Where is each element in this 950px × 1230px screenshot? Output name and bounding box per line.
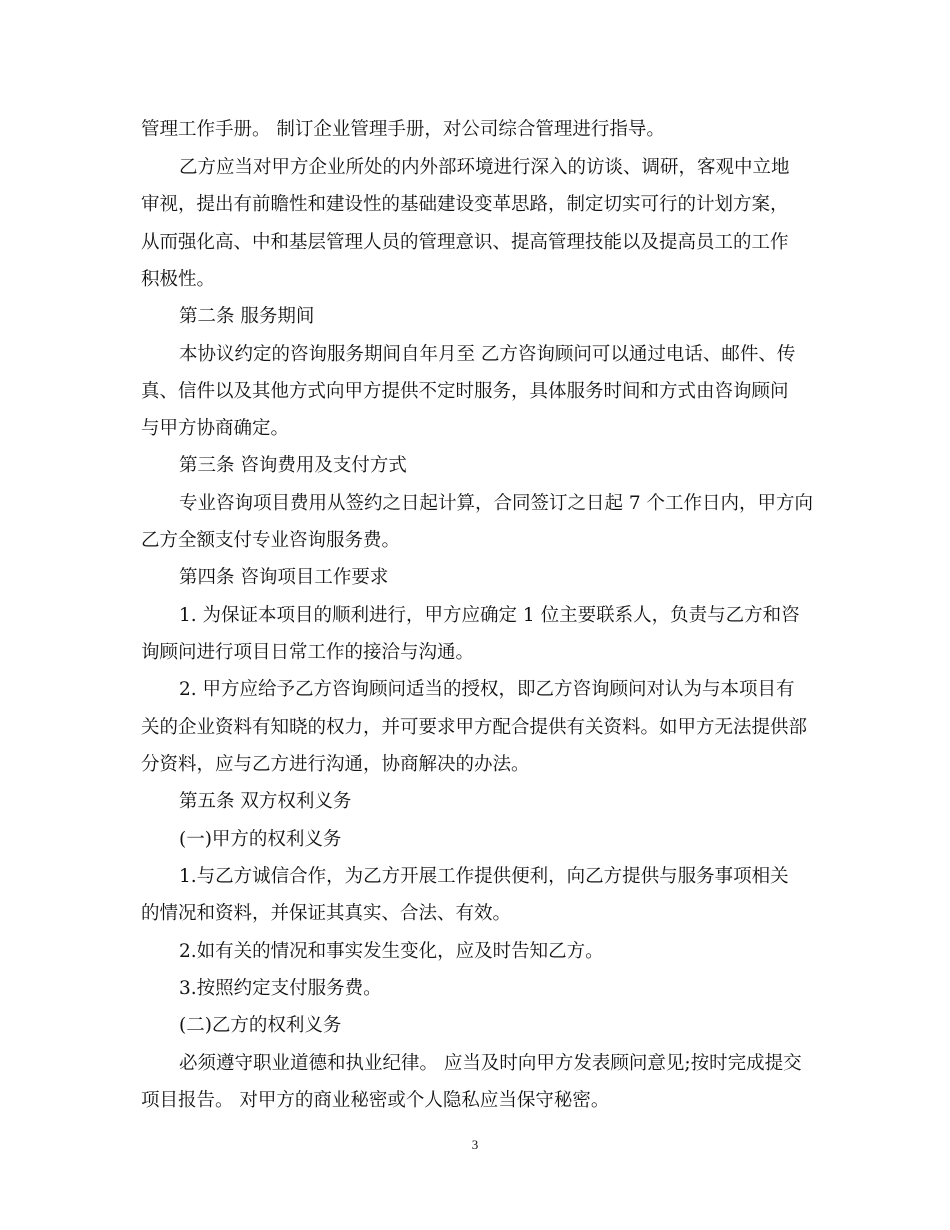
text-line: 1. 为保证本项目的顺利进行，甲方应确定 1 位主要联系人，负责与乙方和咨	[179, 605, 800, 626]
text-line: 乙方应当对甲方企业所处的内外部环境进行深入的访谈、调研，客观中立地	[179, 157, 790, 178]
text-line: 关的企业资料有知晓的权力，并可要求甲方配合提供有关资料。如甲方无法提供部	[141, 717, 808, 738]
section-heading: 第二条 服务期间	[179, 306, 315, 327]
page-number: 3	[471, 1137, 479, 1152]
text-line: 1.与乙方诚信合作，为乙方开展工作提供便利，向乙方提供与服务事项相关	[179, 866, 789, 887]
text-line: 2.如有关的情况和事实发生变化，应及时告知乙方。	[179, 941, 604, 962]
text-line: 乙方全额支付专业咨询服务费。	[141, 530, 401, 551]
text-line: 管理工作手册。 制订企业管理手册，对公司综合管理进行指导。	[141, 119, 665, 140]
text-line: 本协议约定的咨询服务期间自年月至 乙方咨询顾问可以通过电话、邮件、传	[179, 344, 796, 365]
text-line: 从而强化高、中和基层管理人员的管理意识、提高管理技能以及提高员工的工作	[141, 232, 789, 253]
section-heading: 第四条 咨询项目工作要求	[179, 567, 389, 588]
text-line: 3.按照约定支付服务费。	[179, 978, 382, 999]
text-line: 分资料，应与乙方进行沟通，协商解决的办法。	[141, 754, 530, 775]
section-heading: 第三条 咨询费用及支付方式	[179, 455, 407, 476]
text-line: 审视，提出有前瞻性和建设性的基础建设变革思路，制定切实可行的计划方案，	[141, 194, 789, 215]
text-line: 询顾问进行项目日常工作的接洽与沟通。	[141, 642, 475, 663]
section-heading: 第五条 双方权利义务	[179, 791, 352, 812]
text-line: 积极性。	[141, 269, 216, 290]
text-line: 真、信件以及其他方式向甲方提供不定时服务，具体服务时间和方式由咨询顾问	[141, 381, 789, 402]
subsection-heading: (一)甲方的权利义务	[179, 829, 342, 850]
text-line: 与甲方协商确定。	[141, 418, 290, 439]
text-line: 2. 甲方应给予乙方咨询顾问适当的授权，即乙方咨询顾问对认为与本项目有	[179, 679, 795, 700]
text-line: 必须遵守职业道德和执业纪律。 应当及时向甲方发表顾问意见;按时完成提交	[179, 1053, 802, 1074]
text-line: 项目报告。 对甲方的商业秘密或个人隐私应当保守秘密。	[141, 1090, 610, 1111]
text-line: 专业咨询项目费用从签约之日起计算，合同签订之日起 7 个工作日内，甲方向	[179, 493, 814, 514]
subsection-heading: (二)乙方的权利义务	[179, 1015, 342, 1036]
text-line: 的情况和资料，并保证其真实、合法、有效。	[141, 903, 512, 924]
